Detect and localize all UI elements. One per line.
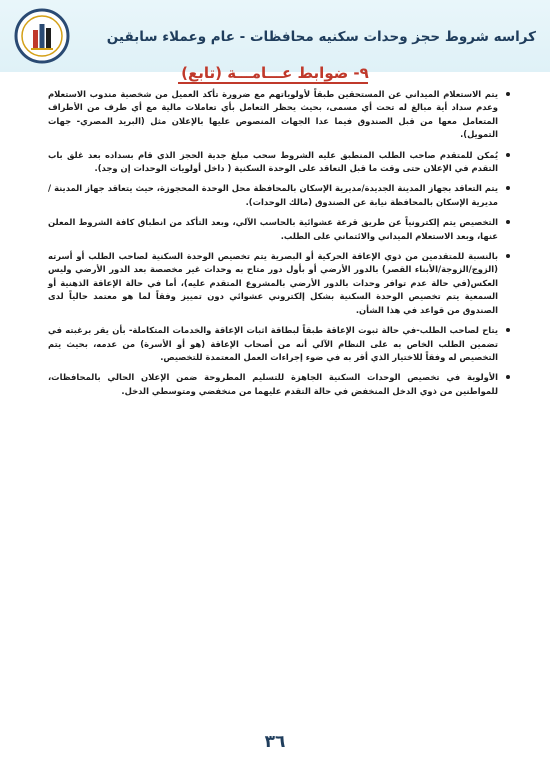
rule-item bbox=[48, 149, 510, 176]
page-number: ٣٦ bbox=[264, 732, 286, 752]
rule-item bbox=[48, 324, 510, 364]
rule-item bbox=[48, 371, 510, 398]
bullet-icon bbox=[506, 254, 510, 258]
bullet-icon bbox=[506, 186, 510, 190]
rule-text: يتاح لصاحب الطلب-في حالة ثبوت الإعاقة طبقاً لبطاقة اثبات الإعاقة والخدمات المتكاملة- بأن يقر برغبته في تضمين الطلب الخاص به على النظام الآلي أنه من أصحاب الإعاقة (هو أو الأسرة) من عدمه، بحيث يتم التخصيص له وفقاً للاختيار الذي أقر به في ضوء إجراءات العمل المعتمدة للتخصيص. bbox=[48, 325, 498, 362]
rule-text: يتم الاستعلام الميداني عن المستحقين طبقاً لأولوياتهم مع ضرورة تأكد العميل من شخصية مندوب الاستعلام وعدم سداد أية مبالغ له تحت أي مسمى، بحيث يحظر التعامل بأي تعاملات مالية مع أي طرف من الأطراف المتعامل معها من قبل الصندوق فيما عدا الجهات المنصوص عليها بالإعلان مثل (البريد المصري- جهات التمويل). bbox=[48, 89, 498, 140]
bullet-icon bbox=[506, 153, 510, 157]
rule-item bbox=[48, 182, 510, 209]
bullet-icon bbox=[506, 92, 510, 96]
rule-text: الأولوية في تخصيص الوحدات السكنية الجاهزة للتسليم المطروحة ضمن الإعلان الحالي بالمحافظات، للمواطنين من ذوي الدخل المنخفض في حالة التقدم عليهما من منخفضي ومتوسطي الدخل. bbox=[48, 372, 498, 396]
bullet-icon bbox=[506, 375, 510, 379]
rule-text: بالنسبة للمتقدمين من ذوي الإعاقة الحركية أو البصرية يتم تخصيص الوحدة السكنية لصاحب الطلب أو أسرته (الزوج/الزوجة/الأبناء القصر) بالدور الأرضي أو بأول دور متاح به وحدات غير مخصصة بعد الدور الأرضي وليس العكس(في حالة عدم توافر وحدات بالدور الأرضي بالمشروع المتقدم عليه)، أما في حالة الإعاقة الذهنية أو السمعية يتم تخصيص الوحدة السكنية بشكل إلكتروني عشوائي دون تمييز وفقاً لما هو معتمد حالياً لدى الصندوق من قواعد في هذا الشأن. bbox=[48, 251, 498, 315]
heading-underline bbox=[178, 82, 368, 84]
section-heading: ٩- ضوابط عـــامـــة (تابع) bbox=[181, 64, 369, 82]
document-title: كراسه شروط حجز وحدات سكنيه محافظات - عام وعملاء سابقين bbox=[106, 29, 536, 45]
bullet-icon bbox=[506, 220, 510, 224]
rule-text: يتم التعاقد بجهاز المدينة الجديدة/مديرية الإسكان بالمحافظة محل الوحدة المحجوزة، حيث يتعاقد جهاز المدينة / مديرية الإسكان بالمحافظة نيابة عن الصندوق (مالك الوحدات). bbox=[48, 183, 498, 207]
rules-list bbox=[48, 88, 510, 398]
rule-item bbox=[48, 88, 510, 142]
ministry-emblem-icon bbox=[14, 8, 70, 64]
rule-text: التخصيص يتم إلكترونياً عن طريق قرعة عشوائية بالحاسب الآلي، وبعد التأكد من انطباق كافة الشروط المعلن عنها، وبعد الاستعلام الميداني والائتماني على الطلب. bbox=[48, 217, 498, 241]
rule-text: يُمكن للمتقدم صاحب الطلب المنطبق عليه الشروط سحب مبلغ جدية الحجز الذي قام بسداده بعد غلق باب التقدم في الإعلان حتى وقت ما قبل التعاقد على الوحدة السكنية ( داخل أولويات الوحدات إن وجد). bbox=[48, 149, 498, 174]
rule-item bbox=[48, 216, 510, 243]
bullet-icon bbox=[506, 328, 510, 332]
rule-item bbox=[48, 250, 510, 317]
rules-content bbox=[48, 88, 510, 405]
